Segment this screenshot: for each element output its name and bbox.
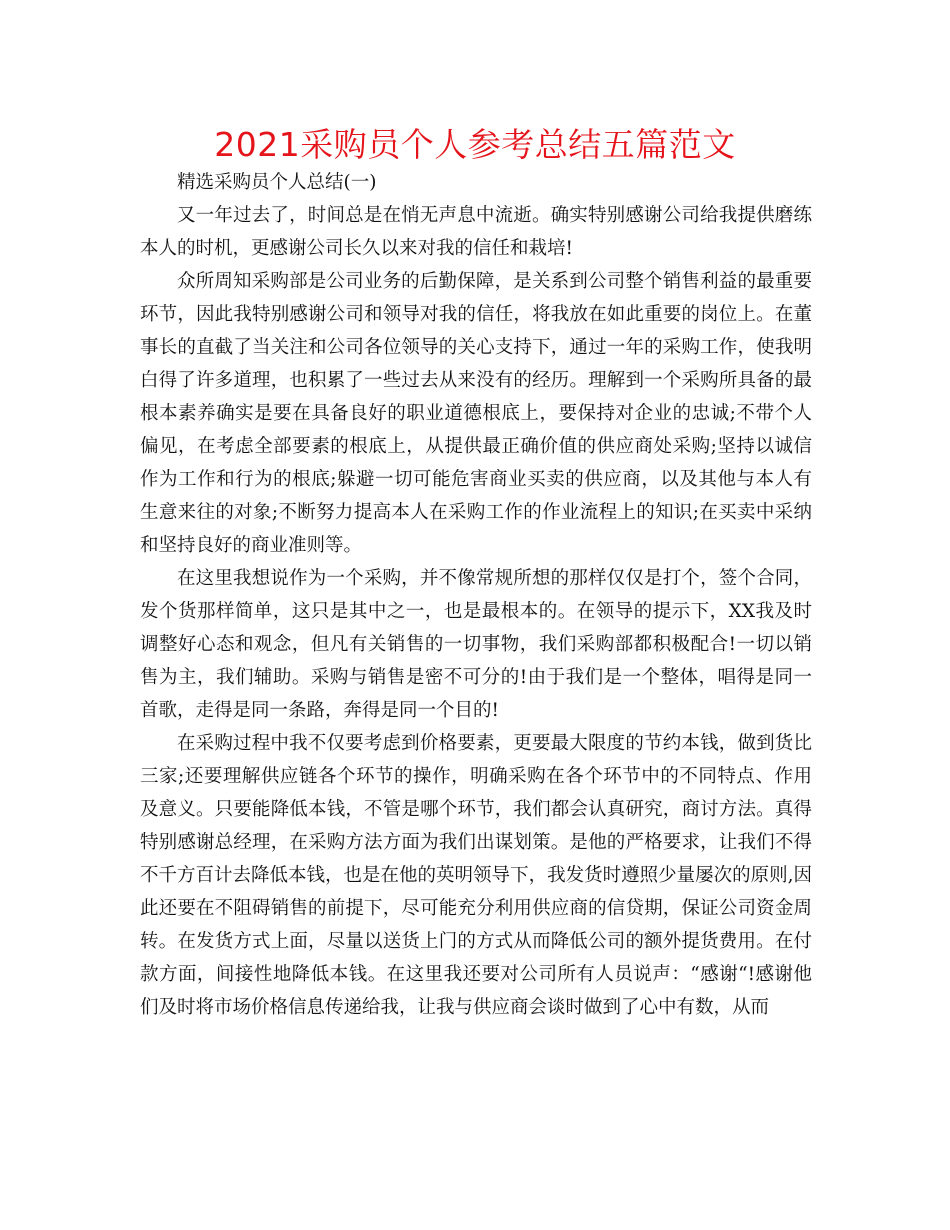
- document-body: [140, 166, 812, 1024]
- document-title: 2021采购员个人参考总结五篇范文: [214, 125, 736, 164]
- paragraph: 在采购过程中我不仅要考虑到价格要素，更要最大限度的节约本钱，做到货比三家;还要理解供应链各个环节的操作，明确采购在各个环节中的不同特点、作用及意义。只要能降低本钱，不管是哪个环节，我们都会认真研究，商讨方法。真得特别感谢总经理，在采购方法方面为我们出谋划策。是他的严格要求，让我们不得不千方百计去降低本钱，也是在他的英明领导下，我发货时遵照少量屡次的原则,因此还要在不阻碍销售的前提下，尽可能充分利用供应商的信贷期，保证公司资金周转。在发货方式上面，尽量以送货上门的方式从而降低公司的额外提货费用。在付款方面，间接性地降低本钱。在这里我还要对公司所有人员说声：“感谢“!感谢他们及时将市场价格信息传递给我，让我与供应商会谈时做到了心中有数，从而: [140, 733, 812, 1018]
- section-heading: 精选采购员个人总结(一): [177, 172, 377, 193]
- paragraph: 众所周知采购部是公司业务的后勤保障，是关系到公司整个销售利益的最重要环节，因此我特别感谢公司和领导对我的信任，将我放在如此重要的岗位上。在董事长的直截了当关注和公司各位领导的关心支持下，通过一年的采购工作，使我明白得了许多道理，也积累了一些过去从来没有的经历。理解到一个采购所具备的最根本素养确实是要在具备良好的职业道德根底上，要保持对企业的忠诚;不带个人偏见，在考虑全部要素的根底上，从提供最正确价值的供应商处采购;坚持以诚信作为工作和行为的根底;躲避一切可能危害商业买卖的供应商，以及其他与本人有生意来往的对象;不断努力提高本人在采购工作的作业流程上的知识;在买卖中采纳和坚持良好的商业准则等。: [140, 271, 812, 556]
- paragraph: 在这里我想说作为一个采购，并不像常规所想的那样仅仅是打个，签个合同，发个货那样简单，这只是其中之一，也是最根本的。在领导的提示下，XX我及时调整好心态和观念，但凡有关销售的一切事物，我们采购部都积极配合!一切以销售为主，我们辅助。采购与销售是密不可分的!由于我们是一个整体，唱得是同一首歌，走得是同一条路，奔得是同一个目的!: [140, 568, 813, 721]
- paragraph: 又一年过去了，时间总是在悄无声息中流逝。确实特别感谢公司给我提供磨练本人的时机，更感谢公司长久以来对我的信任和栽培!: [140, 205, 812, 259]
